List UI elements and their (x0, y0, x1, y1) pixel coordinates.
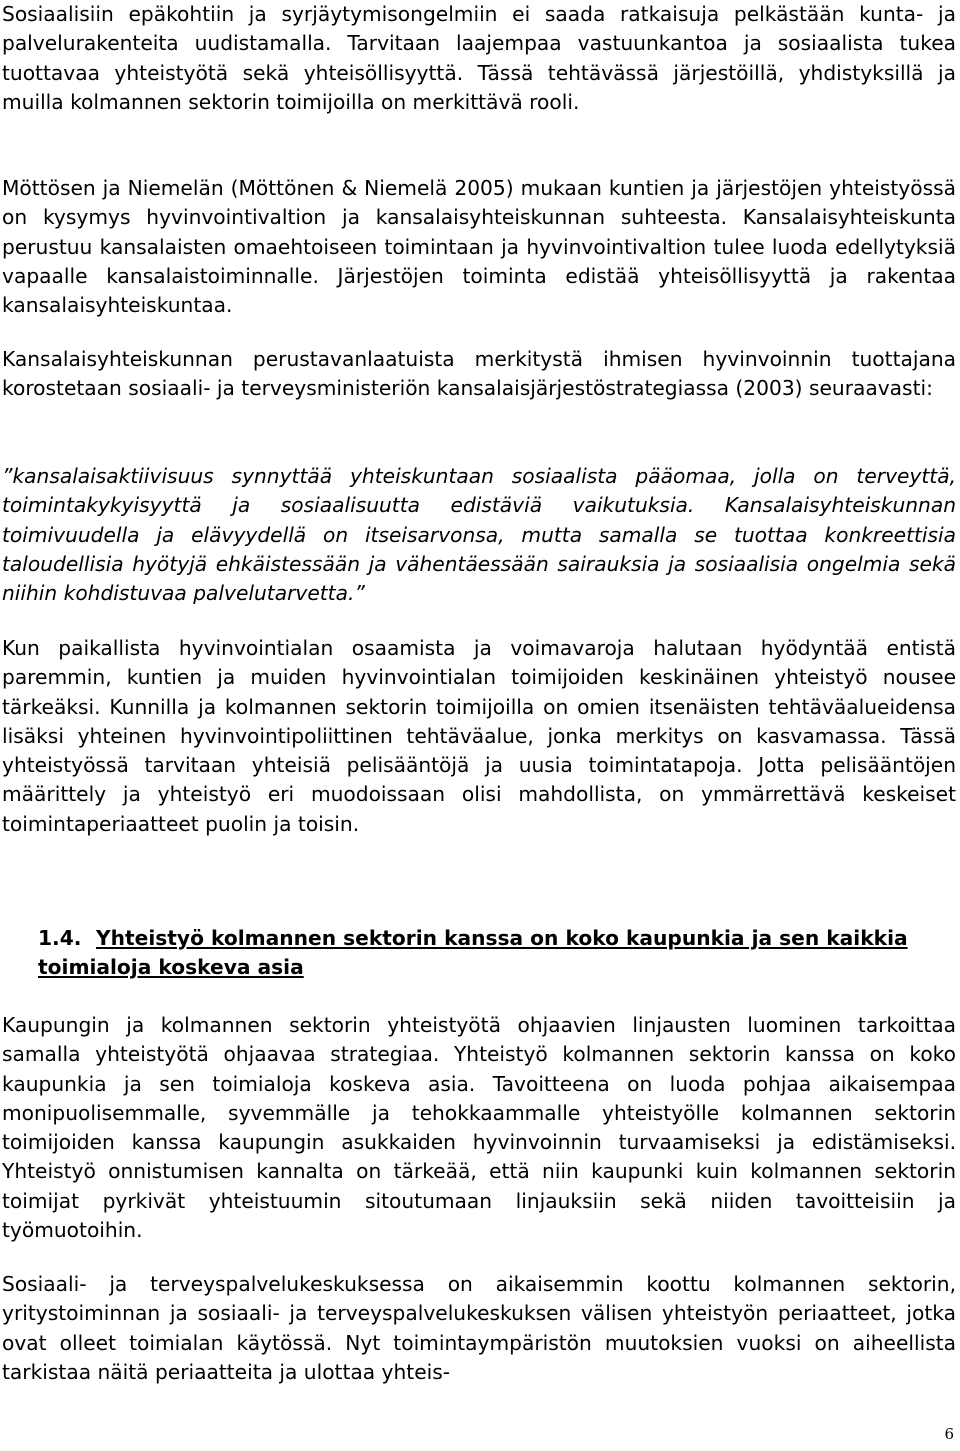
paragraph-local-cooperation: Kun paikallista hyvinvointialan osaamista ja voimavaroja halutaan hyödyntää entistä paremmin, kuntien ja muiden hyvinvointialan toimijoiden keskinäinen yhteistyö nousee tärkeäksi. Kunnilla ja kolmannen sektorin toimijoilla on omien itsenäisten tehtäväalueidensa lisäksi yhteinen hyvinvointipoliittinen tehtäväalue, jonka merkitys on kasvamassa. Tässä yhteistyössä tarvitaan yhteisiä pelisääntöjä ja uusia toimintatapoja. Jotta pelisääntöjen määrittely ja yhteistyö eri muodoissaan olisi mahdollista, on ymmärrettävä keskeiset toimintaperiaatteet puolin ja toisin. (2, 636, 956, 836)
paragraph-social-health-centre: Sosiaali- ja terveyspalvelukeskuksessa on aikaisemmin koottu kolmannen sektorin, yritystoiminnan ja sosiaali- ja terveyspalvelukeskuksen välisen yhteistyön periaatteet, jotka ovat olleet toimialan käytössä. Nyt toimintaympäristön muutoksien vuoksi on aiheellista tarkistaa näitä periaatteita ja ulottaa yhteis- (2, 1272, 956, 1384)
section-title: Yhteistyö kolmannen sektorin kanssa on koko kaupunkia ja sen kaikkia toimialoja koskeva asia (38, 926, 908, 980)
section-heading (38, 924, 938, 983)
paragraph-quote: ”kansalaisaktiivisuus synnyttää yhteiskuntaan sosiaalista pääomaa, jolla on terveyttä, toimintakykyisyyttä ja sosiaalisuutta edistäviä vaikutuksia. Kansalaisyhteiskunnan toimivuudella ja elävyydellä on itseisarvonsa, mutta samalla se tuottaa konkreettisia taloudellisia hyötyjä ehkäistessään ja vähentäessään sairauksia ja sosiaalisia ongelmia sekä niihin kohdistuvaa palvelutarvetta.” (2, 464, 956, 606)
paragraph-mottonen-niemela: Möttösen ja Niemelän (Möttönen & Niemelä 2005) mukaan kuntien ja järjestöjen yhteistyössä on kysymys hyvinvointivaltion ja kansalaisyhteiskunnan suhteesta. Kansalaisyhteiskunta perustuu kansalaisten omaehtoiseen toimintaan ja hyvinvointivaltion tulee luoda edellytyksiä vapaalle kansalaistoiminnalle. Järjestöjen toiminta edistää yhteisöllisyyttä ja rakentaa kansalaisyhteiskuntaa. (2, 176, 956, 318)
paragraph-intro: Sosiaalisiin epäkohtiin ja syrjäytymisongelmiin ei saada ratkaisuja pelkästään kunta- ja palvelurakenteita uudistamalla. Tarvitaan laajempaa vastuunkantoa ja sosiaalista tukea tuottavaa yhteistyötä sekä yhteisöllisyyttä. Tässä tehtävässä järjestöillä, yhdistyksillä ja muilla kolmannen sektorin toimijoilla on merkittävä rooli. (2, 2, 956, 114)
section-number: 1.4. (38, 926, 82, 950)
paragraph-strategy-intro: Kansalaisyhteiskunnan perustavanlaatuista merkitystä ihmisen hyvinvoinnin tuottajana korostetaan sosiaali- ja terveysministeriön kansalaisjärjestöstrategiassa (2003) seuraavasti: (2, 347, 956, 401)
page-number: 6 (944, 1425, 954, 1443)
paragraph-city-strategy: Kaupungin ja kolmannen sektorin yhteistyötä ohjaavien linjausten luominen tarkoittaa samalla yhteistyötä ohjaavaa strategiaa. Yhteistyö kolmannen sektorin kanssa on koko kaupunkia ja sen toimialoja koskeva asia. Tavoitteena on luoda pohjaa aikaisempaa monipuolisemmalle, syvemmälle ja tehokkaammalle yhteistyölle kolmannen sektorin toimijoiden kanssa kaupungin asukkaiden hyvinvoinnin turvaamiseksi ja edistämiseksi. Yhteistyö onnistumisen kannalta on tärkeää, että niin kaupunki kuin kolmannen sektorin toimijat pyrkivät yhteistuumin sitoutumaan linjauksiin sekä niiden tavoitteisiin ja työmuotoihin. (2, 1013, 956, 1243)
